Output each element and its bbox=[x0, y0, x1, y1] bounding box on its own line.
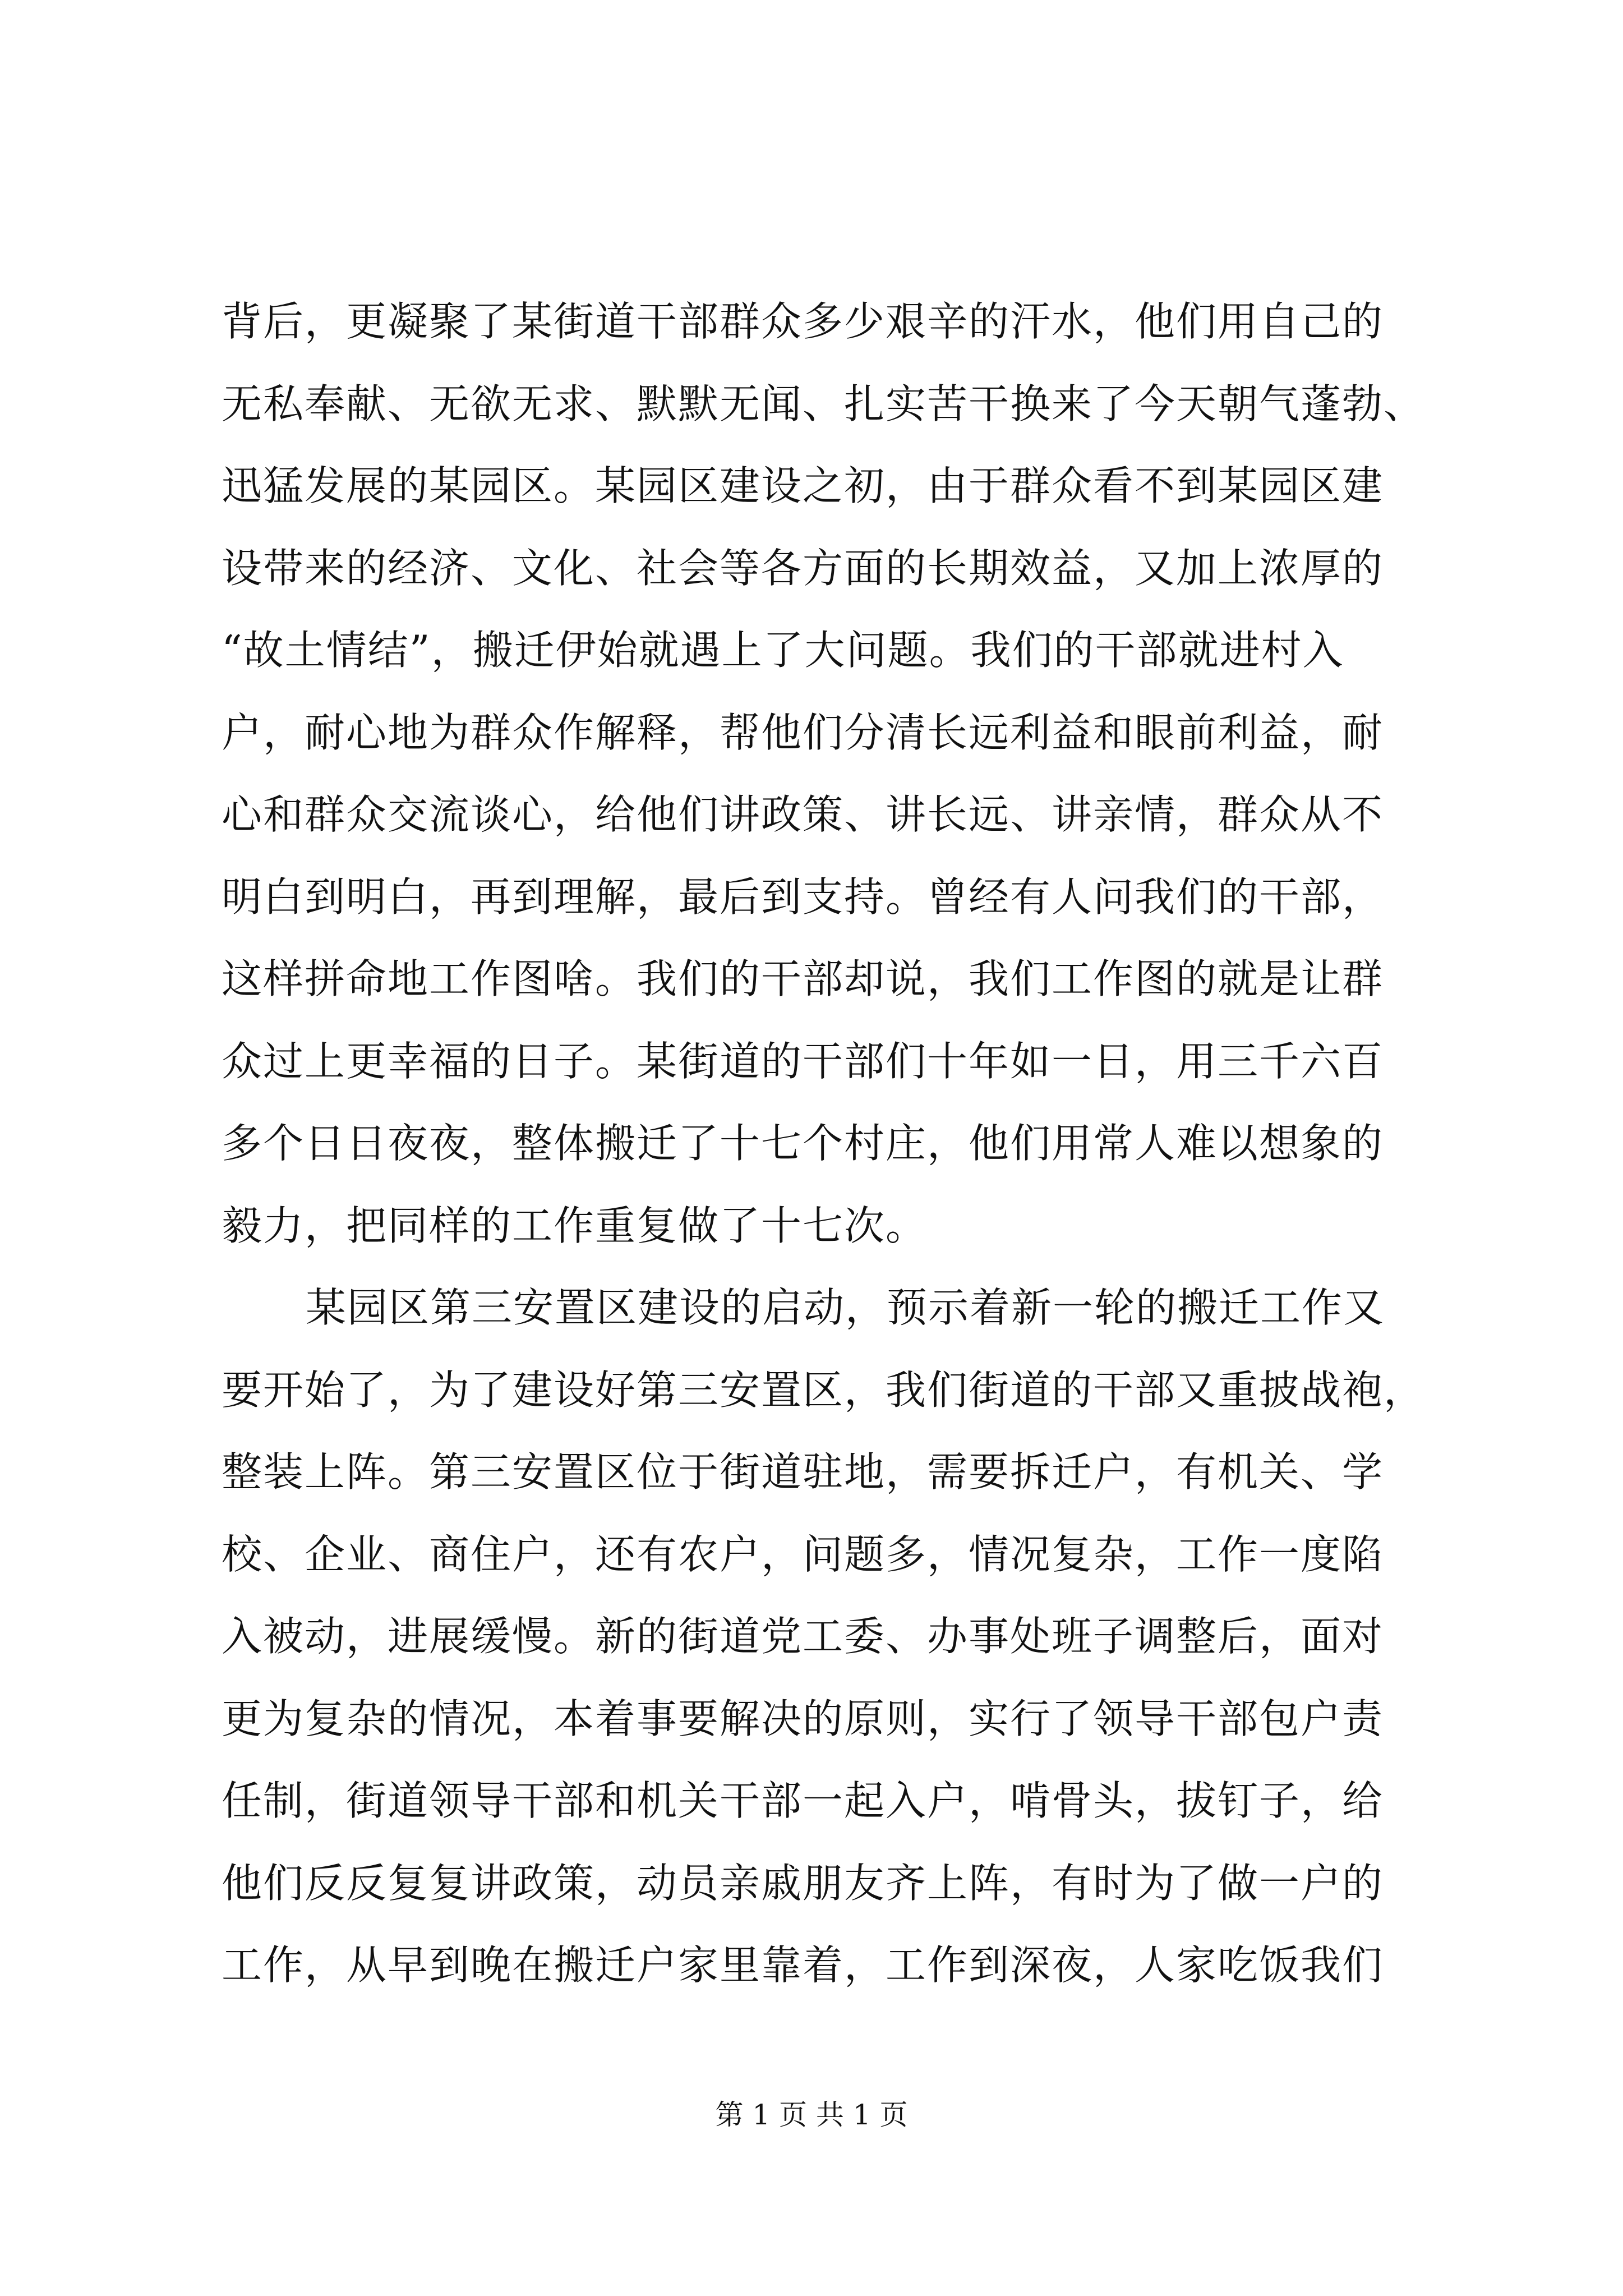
text-line: 迅猛发展的某园区。某园区建设之初，由于群众看不到某园区建 bbox=[222, 462, 1384, 509]
text-line: 入被动，进展缓慢。新的街道党工委、办事处班子调整后，面对 bbox=[222, 1613, 1384, 1660]
text-line: 要开始了，为了建设好第三安置区，我们街道的干部又重披战袍， bbox=[222, 1366, 1426, 1414]
text-line: 校、企业、商住户，还有农户，问题多，情况复杂，工作一度陷 bbox=[222, 1530, 1384, 1578]
text-line: 背后，更凝聚了某街道干部群众多少艰辛的汗水，他们用自己的 bbox=[222, 298, 1384, 345]
page-footer bbox=[0, 2095, 1623, 2134]
text-line: 无私奉献、无欲无求、默默无闻、扎实苦干换来了今天朝气蓬勃、 bbox=[222, 380, 1426, 427]
text-line: 更为复杂的情况，本着事要解决的原则，实行了领导干部包户责 bbox=[222, 1695, 1384, 1742]
text-line: 心和群众交流谈心，给他们讲政策、讲长远、讲亲情，群众从不 bbox=[222, 791, 1384, 838]
text-line: 户，耐心地为群众作解释，帮他们分清长远利益和眼前利益，耐 bbox=[222, 708, 1384, 756]
text-line: 工作，从早到晚在搬迁户家里靠着，工作到深夜，人家吃饭我们 bbox=[222, 1941, 1384, 1989]
text-line: 整装上阵。第三安置区位于街道驻地，需要拆迁户，有机关、学 bbox=[222, 1448, 1384, 1496]
text-line: 任制，街道领导干部和机关干部一起入户，啃骨头，拔钉子，给 bbox=[222, 1777, 1384, 1824]
text-line: 这样拼命地工作图啥。我们的干部却说，我们工作图的就是让群 bbox=[222, 955, 1384, 1002]
text-line: 明白到明白，再到理解，最后到支持。曾经有人问我们的干部， bbox=[222, 873, 1384, 921]
paragraph-start-line: 某园区第三安置区建设的启动，预示着新一轮的搬迁工作又 bbox=[306, 1284, 1385, 1331]
text-line: 众过上更幸福的日子。某街道的干部们十年如一日，用三千六百 bbox=[222, 1037, 1384, 1085]
text-line: 设带来的经济、文化、社会等各方面的长期效益，又加上浓厚的 bbox=[222, 544, 1384, 592]
text-line: “故土情结”，搬迁伊始就遇上了大问题。我们的干部就进村入 bbox=[222, 627, 1344, 674]
text-line: 毅力，把同样的工作重复做了十七次。 bbox=[222, 1202, 928, 1249]
page-number-label: 第 1 页 共 1 页 bbox=[715, 2099, 908, 2131]
body-text bbox=[222, 280, 1427, 2007]
text-line: 他们反反复复讲政策，动员亲戚朋友齐上阵，有时为了做一户的 bbox=[222, 1859, 1384, 1907]
text-line: 多个日日夜夜，整体搬迁了十七个村庄，他们用常人难以想象的 bbox=[222, 1120, 1384, 1167]
